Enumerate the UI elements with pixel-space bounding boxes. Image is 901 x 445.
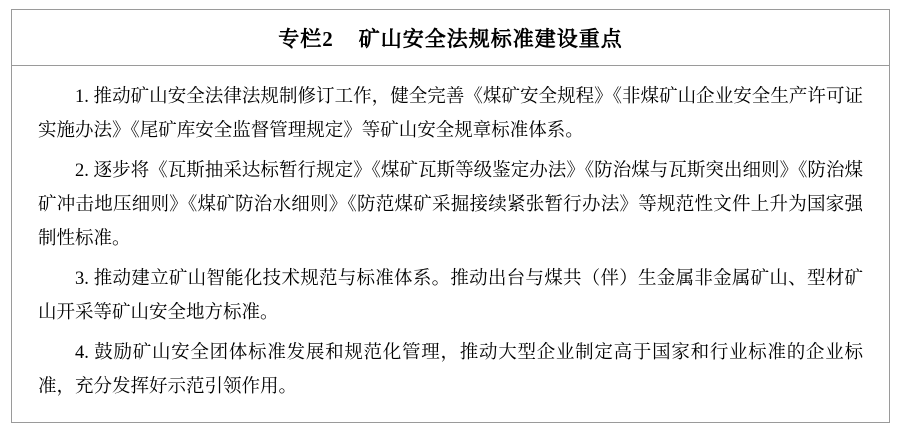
paragraph-2: 2. 逐步将《瓦斯抽采达标暂行规定》《煤矿瓦斯等级鉴定办法》《防治煤与瓦斯突出细则》《防治煤矿冲击地压细则》《煤矿防治水细则》《防范煤矿采掘接续紧张暂行办法》等规范性文件上升为国家强制性标准。: [38, 161, 863, 249]
callout-box: [11, 9, 890, 423]
callout-box-body: [12, 66, 889, 422]
callout-box-header: [12, 10, 889, 66]
paragraph-4: 4. 鼓励矿山安全团体标准发展和规范化管理，推动大型企业制定高于国家和行业标准的企业标准，充分发挥好示范引领作用。: [38, 343, 863, 397]
paragraph-3: 3. 推动建立矿山智能化技术规范与标准体系。推动出台与煤共（伴）生金属非金属矿山、型材矿山开采等矿山安全地方标准。: [38, 269, 863, 323]
callout-box-title: 专栏2 矿山安全法规标准建设重点: [278, 26, 623, 51]
paragraph-1: 1. 推动矿山安全法律法规制修订工作，健全完善《煤矿安全规程》《非煤矿山企业安全生产许可证实施办法》《尾矿库安全监督管理规定》等矿山安全规章标准体系。: [38, 87, 863, 141]
